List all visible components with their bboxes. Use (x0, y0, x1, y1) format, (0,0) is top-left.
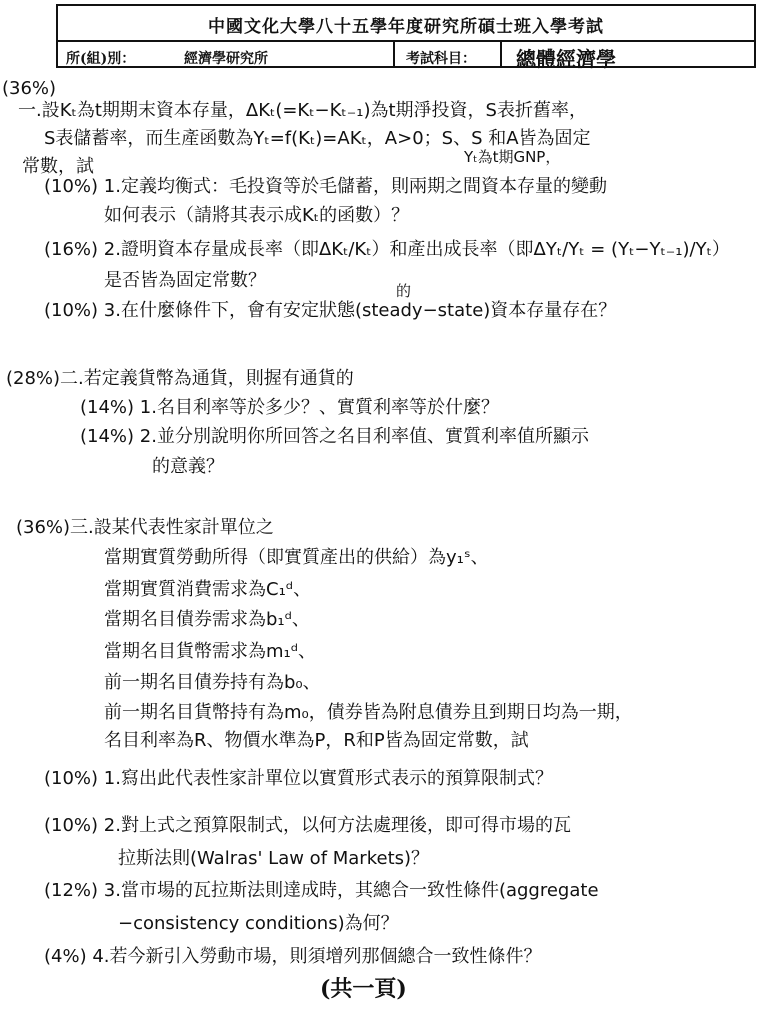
question-text: 前一期名目貨幣持有為m₀，債券皆為附息債券且到期日均為一期， (104, 702, 633, 723)
question-text: (10%) 1.寫出此代表性家計單位以實質形式表示的預算限制式？ (44, 768, 553, 789)
page-count: (共一頁) (320, 976, 407, 1002)
question-text: 常數，試 (22, 156, 94, 177)
question-text: 拉斯法則(Walras' Law of Markets)？ (118, 848, 430, 869)
question-text: (10%) 3.在什麼條件下，會有安定狀態(steady−state)資本存量存在？ (44, 300, 617, 321)
question-text: (4%) 4.若今新引入勞動市場，則須增列那個總合一致性條件？ (44, 946, 542, 967)
question-text: (14%) 2.並分別說明你所回答之名目利率值、實質利率值所顯示 (80, 426, 589, 447)
question-text: −consistency conditions)為何？ (118, 913, 399, 934)
dept-value: 經濟學研究所 (184, 51, 268, 67)
question-text: 一.設Kₜ為t期期末資本存量，ΔKₜ(=Kₜ−Kₜ₋₁)為t期淨投資，S表折舊率， (18, 100, 587, 121)
question-text: 前一期名目債券持有為b₀、 (104, 672, 321, 693)
question-text: (16%) 2.證明資本存量成長率（即ΔKₜ/Kₜ）和產出成長率（即ΔYₜ/Yₜ = (Yₜ−Yₜ₋₁)/Yₜ） (44, 239, 730, 260)
question-text: (28%)二.若定義貨幣為通貨，則握有通貨的 (6, 368, 354, 389)
question-text: 當期名目貨幣需求為m₁ᵈ、 (104, 641, 317, 662)
question-text: S表儲蓄率，而生產函數為Yₜ=f(Kₜ)=AKₜ，A>0；S、S 和A皆為固定 (44, 128, 591, 149)
question-text: 當期實質消費需求為C₁ᵈ、 (104, 579, 312, 600)
question-text: 如何表示（請將其表示成Kₜ的函數）？ (104, 205, 410, 226)
question-annotation: Yₜ為t期GNP， (464, 148, 561, 166)
question-text: (12%) 3.當市場的瓦拉斯法則達成時，其總合一致性條件(aggregate (44, 880, 599, 901)
exam-header (56, 4, 756, 71)
exam-title: 中國文化大學八十五學年度研究所碩士班入學考試 (208, 17, 604, 37)
question-text: 當期實質勞動所得（即實質產出的供給）為y₁ˢ、 (104, 547, 489, 568)
header-divider (393, 42, 395, 68)
question-text: 當期名目債券需求為b₁ᵈ、 (104, 609, 310, 630)
question-text: (36%)三.設某代表性家計單位之 (16, 517, 274, 538)
question-text: (10%) 1.定義均衡式：毛投資等於毛儲蓄，則兩期之間資本存量的變動 (44, 176, 607, 197)
dept-label: 所(組)別： (66, 51, 136, 67)
question-text: 的意義？ (152, 456, 224, 477)
subject-label: 考試科目： (406, 51, 476, 67)
question-text: (10%) 2.對上式之預算限制式，以何方法處理後，即可得市場的瓦 (44, 815, 571, 836)
question-text: (14%) 1.名目利率等於多少？、實質利率等於什麼？ (80, 397, 499, 418)
section-1-weight: (36%) (2, 78, 57, 99)
header-divider (500, 42, 502, 68)
question-annotation: 的 (396, 282, 412, 300)
question-text: 名目利率為R、物價水準為P，R和P皆為固定常數，試 (104, 730, 529, 751)
exam-info-row (58, 40, 754, 71)
question-text: 是否皆為固定常數？ (104, 270, 266, 291)
subject-value: 總體經濟學 (516, 47, 616, 71)
